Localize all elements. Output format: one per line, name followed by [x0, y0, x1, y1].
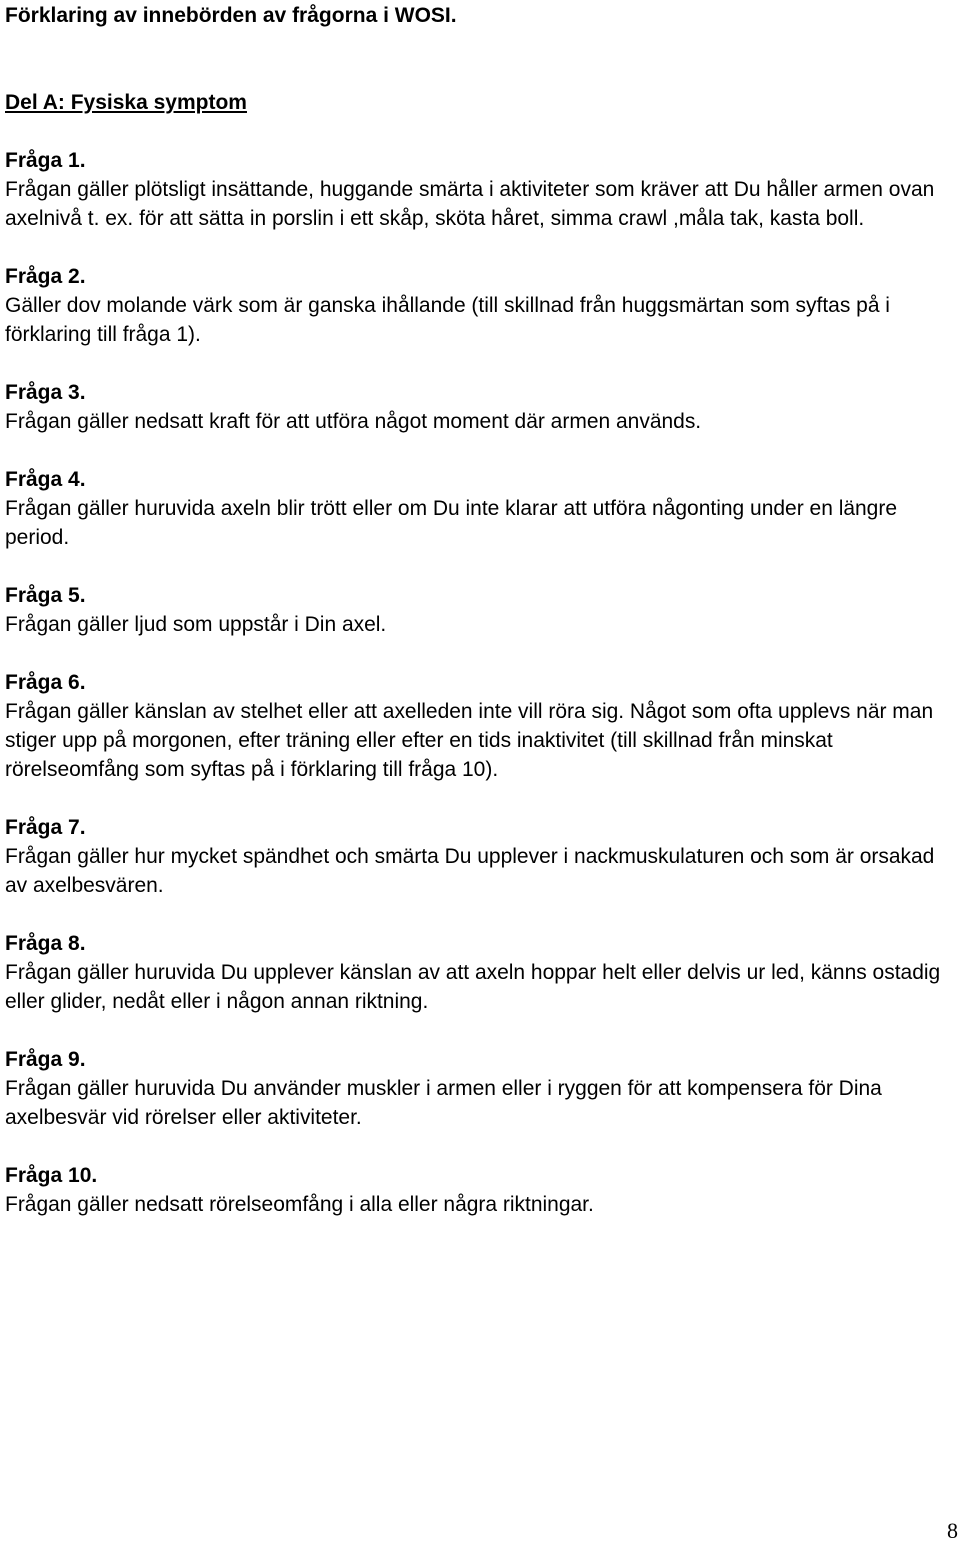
question-5: [5, 581, 960, 639]
questions-list: [5, 146, 960, 1219]
question-explanation: Frågan gäller huruvida axeln blir trött eller om Du inte klarar att utföra någonting under en längre period.: [5, 497, 898, 549]
question-label: Fråga 10.: [5, 1164, 98, 1187]
question-1: [5, 146, 960, 233]
question-9: [5, 1045, 960, 1132]
question-explanation: Gäller dov molande värk som är ganska ihållande (till skillnad från huggsmärtan som syftas på i förklaring till fråga 1).: [5, 294, 890, 346]
question-label: Fråga 4.: [5, 468, 86, 491]
question-explanation: Frågan gäller plötsligt insättande, huggande smärta i aktiviteter som kräver att Du håller armen ovan axelnivå t. ex. för att sätta in porslin i ett skåp, sköta håret, simma crawl ,måla tak, kasta boll.: [5, 178, 935, 230]
question-explanation: Frågan gäller känslan av stelhet eller att axelleden inte vill röra sig. Något som ofta upplevs när man stiger upp på morgonen, efter träning eller efter en tids inaktivitet (till skillnad från minskat rörelseomfång som syftas på i förklaring till fråga 10).: [5, 700, 934, 781]
page-number: 8: [947, 1518, 958, 1543]
question-label: Fråga 6.: [5, 671, 86, 694]
question-label: Fråga 8.: [5, 932, 86, 955]
document-title: Förklaring av innebörden av frågorna i WOSI.: [5, 4, 457, 27]
question-label: Fråga 7.: [5, 816, 86, 839]
question-label: Fråga 9.: [5, 1048, 86, 1071]
question-label: Fråga 3.: [5, 381, 86, 404]
section-title: Del A: Fysiska symptom: [5, 91, 247, 114]
question-label: Fråga 2.: [5, 265, 86, 288]
question-label: Fråga 5.: [5, 584, 86, 607]
question-explanation: Frågan gäller hur mycket spändhet och smärta Du upplever i nackmuskulaturen och som är orsakad av axelbesvären.: [5, 845, 935, 897]
question-7: [5, 813, 960, 900]
question-explanation: Frågan gäller nedsatt rörelseomfång i alla eller några riktningar.: [5, 1193, 594, 1216]
question-10: [5, 1161, 960, 1219]
question-explanation: Frågan gäller huruvida Du använder muskler i armen eller i ryggen för att kompensera för Dina axelbesvär vid rörelser eller aktiviteter.: [5, 1077, 882, 1129]
question-8: [5, 929, 960, 1016]
question-explanation: Frågan gäller nedsatt kraft för att utföra något moment där armen används.: [5, 410, 702, 433]
question-explanation: Frågan gäller ljud som uppstår i Din axel.: [5, 613, 387, 636]
question-2: [5, 262, 960, 349]
question-6: [5, 668, 960, 784]
question-explanation: Frågan gäller huruvida Du upplever känslan av att axeln hoppar helt eller delvis ur led, känns ostadig eller glider, nedåt eller i någon annan riktning.: [5, 961, 941, 1013]
document-page: [5, 0, 960, 1219]
question-3: [5, 378, 960, 436]
question-4: [5, 465, 960, 552]
question-label: Fråga 1.: [5, 149, 86, 172]
